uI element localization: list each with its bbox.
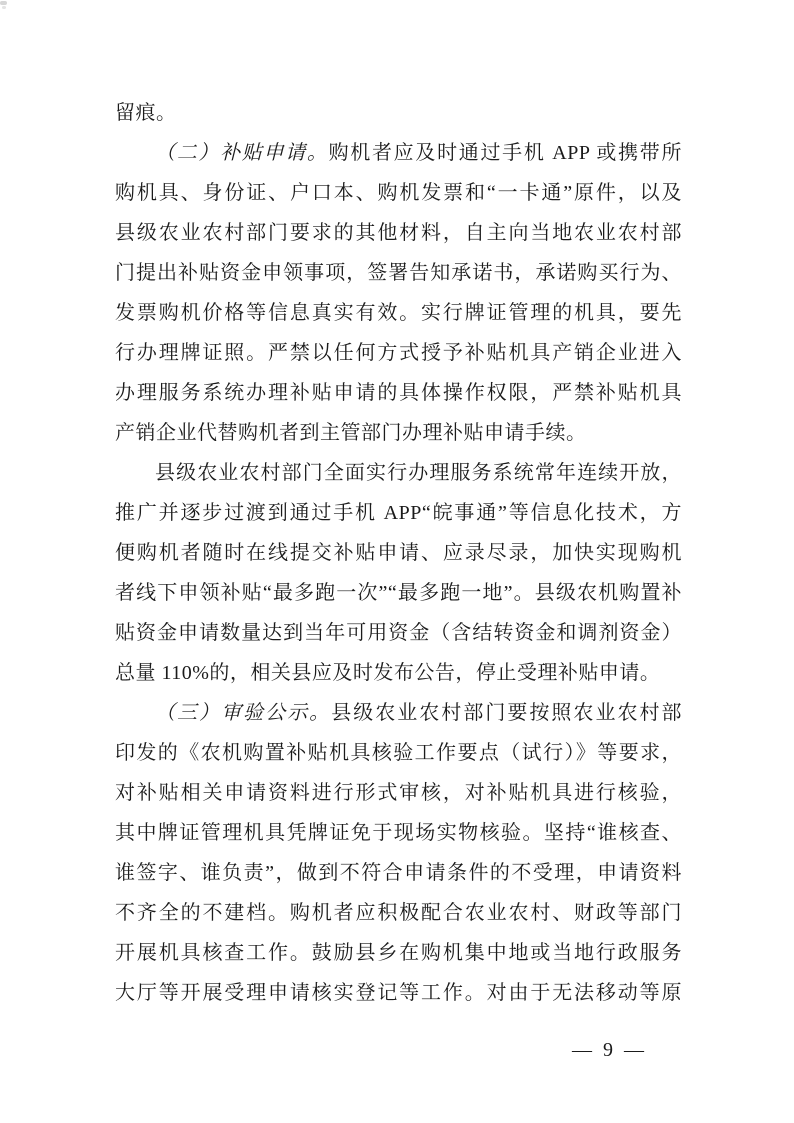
text-line [115,533,682,573]
text-run: 购机具、身份证、户口本、购机发票和“一卡通”原件，以及 [115,182,682,204]
text-run: 便购机者随时在线提交补贴申请、应录尽录，加快实现购机 [115,542,682,564]
text-run: 不齐全的不建档。购机者应积极配合农业农村、财政等部门 [115,902,682,924]
text-run: 总量 110%的，相关县应及时发布公告，停止受理补贴申请。 [115,662,661,684]
text-run: 印发的《农机购置补贴机具核验工作要点（试行）》等要求， [115,742,682,764]
clause-heading: （三）审验公示。 [155,702,332,724]
text-run: 县级农业农村部门要求的其他材料，自主向当地农业农村部 [115,222,682,244]
text-run: 对补贴相关申请资料进行形式审核，对补贴机具进行核验， [115,782,682,804]
text-line [115,573,682,613]
text-line [115,333,682,373]
text-run: 大厅等开展受理申请核实登记等工作。对由于无法移动等原 [115,982,682,1004]
text-line [115,493,682,533]
scan-artifact [2,6,6,9]
text-line [115,733,682,773]
text-line [115,93,682,133]
text-line [115,973,682,1013]
page-number: — 9 — [572,1039,647,1061]
text-line [115,173,682,213]
text-run: 开展机具核查工作。鼓励县乡在购机集中地或当地行政服务 [115,942,682,964]
text-line [115,453,682,493]
text-line [115,933,682,973]
text-line [115,893,682,933]
text-line [115,853,682,893]
clause-heading: （二）补贴申请。 [155,142,329,164]
text-line [115,133,682,173]
text-run: 行办理牌证照。严禁以任何方式授予补贴机具产销企业进入 [115,342,682,364]
text-run: 谁签字、谁负责”，做到不符合申请条件的不受理，申请资料 [115,862,682,884]
text-line [115,293,682,333]
text-run: 产销企业代替购机者到主管部门办理补贴申请手续。 [115,422,587,444]
text-run: 推广并逐步过渡到通过手机 APP“皖事通”等信息化技术，方 [115,502,682,524]
text-line [115,653,682,693]
text-line [115,213,682,253]
document-body [115,93,682,1013]
text-line [115,693,682,733]
text-run: 办理服务系统办理补贴申请的具体操作权限，严禁补贴机具 [115,382,682,404]
text-line [115,613,682,653]
text-run: 发票购机价格等信息真实有效。实行牌证管理的机具，要先 [115,302,682,324]
text-run: 门提出补贴资金申领事项，签署告知承诺书，承诺购买行为、 [115,262,682,284]
text-run: 其中牌证管理机具凭牌证免于现场实物核验。坚持“谁核查、 [115,822,682,844]
text-line [115,373,682,413]
scan-artifact [0,1,7,5]
text-line [115,253,682,293]
text-run: 贴资金申请数量达到当年可用资金（含结转资金和调剂资金） [115,622,682,644]
text-line [115,813,682,853]
text-run: 购机者应及时通过手机 APP 或携带所 [328,142,682,164]
text-run: 县级农业农村部门要按照农业农村部 [331,702,682,724]
text-run: 留痕。 [115,102,177,124]
text-run: 县级农业农村部门全面实行办理服务系统常年连续开放， [155,462,682,484]
text-line [115,413,682,453]
text-line [115,773,682,813]
text-run: 者线下申领补贴“最多跑一次”“最多跑一地”。县级农机购置补 [115,582,682,604]
page-footer [572,1036,647,1064]
